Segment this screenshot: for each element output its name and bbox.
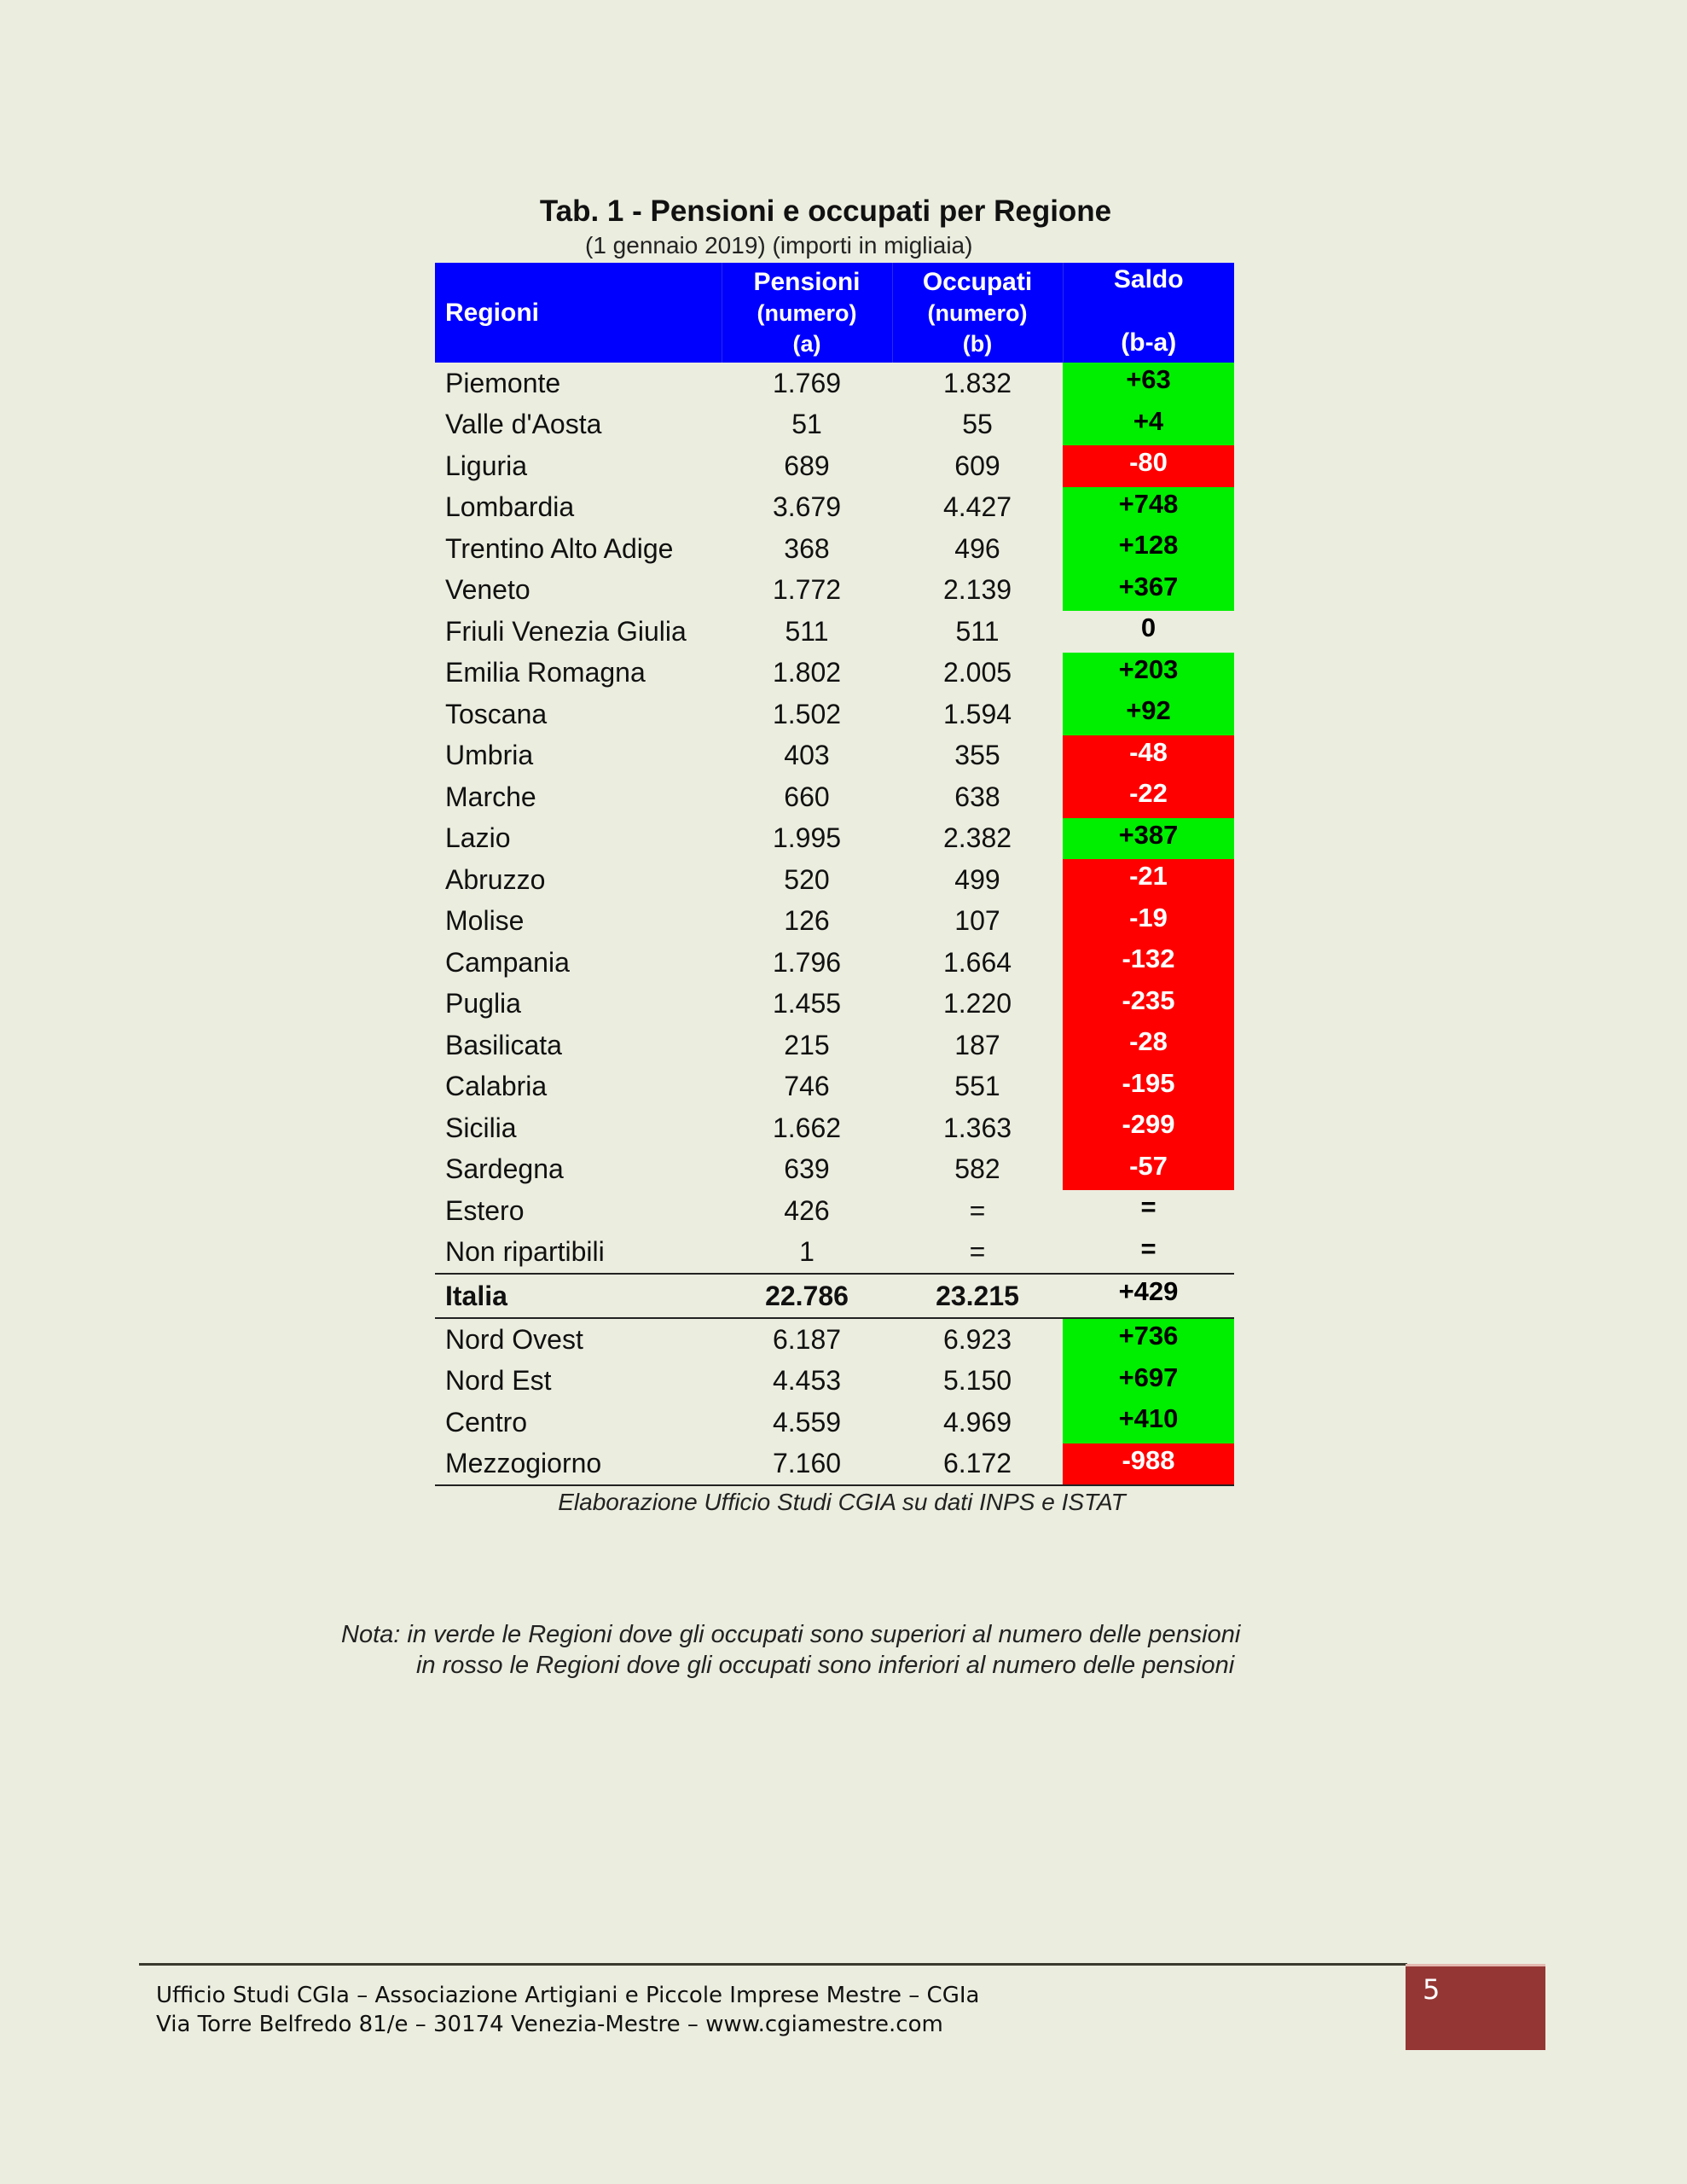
table-row: [435, 1443, 1234, 1486]
balance-cell: -19: [1063, 901, 1234, 943]
note-line-red: in rosso le Regioni dove gli occupati sono inferiori al numero delle pensioni: [416, 1652, 1235, 1679]
header-employed: [892, 263, 1063, 363]
pensions-cell: 215: [784, 1029, 830, 1060]
employed-cell: 187: [954, 1029, 1000, 1060]
table-body: [435, 363, 1234, 1485]
region-cell: Sicilia: [445, 1112, 517, 1143]
employed-cell: 638: [954, 781, 1000, 812]
pensions-cell: 426: [784, 1194, 830, 1226]
pensions-cell: 1.769: [772, 367, 842, 398]
pensions-cell: 1.502: [772, 698, 842, 729]
table-row: [435, 1361, 1234, 1403]
balance-cell: +128: [1063, 528, 1234, 570]
region-cell: Lazio: [445, 822, 511, 854]
employed-cell: 1.220: [942, 988, 1012, 1019]
balance-cell: +748: [1063, 487, 1234, 529]
region-cell: Emilia Romagna: [445, 657, 646, 688]
header-pensions-line1: Pensioni: [753, 267, 861, 296]
table-row: [435, 404, 1234, 446]
table-title-text: Tab. 1 - Pensioni e occupati per Regione: [539, 195, 1112, 228]
balance-cell: +697: [1063, 1361, 1234, 1403]
pensions-cell: 1.802: [772, 657, 842, 688]
pensions-cell: 6.187: [772, 1323, 842, 1355]
employed-cell: 1.664: [942, 946, 1012, 978]
region-cell: Campania: [445, 946, 570, 978]
page-footer: [156, 1981, 979, 2039]
region-cell: Toscana: [445, 698, 548, 729]
header-pensions: [722, 263, 892, 363]
region-cell: Molise: [445, 905, 525, 937]
employed-cell: 55: [962, 409, 993, 440]
region-cell: Trentino Alto Adige: [445, 532, 674, 564]
table-row: [435, 735, 1234, 777]
pensions-cell: 51: [791, 409, 822, 440]
table-row: [435, 363, 1234, 404]
table-row: [435, 1232, 1234, 1275]
balance-cell: -80: [1063, 445, 1234, 487]
employed-cell: 355: [954, 740, 1000, 771]
balance-cell: -28: [1063, 1025, 1234, 1066]
employed-cell: 6.923: [942, 1323, 1012, 1355]
region-cell: Sardegna: [445, 1153, 564, 1185]
pensions-cell: 1.796: [772, 946, 842, 978]
balance-cell: -21: [1063, 859, 1234, 901]
region-cell: Puglia: [445, 988, 521, 1019]
balance-cell: -988: [1063, 1443, 1234, 1486]
pensions-cell: 660: [784, 781, 830, 812]
table-row: [435, 859, 1234, 901]
pensions-cell: 126: [784, 905, 830, 937]
pensions-cell: 22.786: [722, 1274, 892, 1318]
pensions-cell: 520: [784, 863, 830, 895]
balance-cell: -299: [1063, 1107, 1234, 1149]
table-row: [435, 818, 1234, 860]
footer-divider: [139, 1963, 1407, 1966]
pensions-cell: 511: [785, 615, 829, 647]
balance-cell: +203: [1063, 653, 1234, 694]
source-text: Elaborazione Ufficio Studi CGIA su dati INPS e ISTAT: [558, 1489, 1126, 1515]
table-row: [435, 611, 1234, 653]
region-cell: Nord Ovest: [445, 1323, 583, 1355]
source-note: [0, 1489, 1687, 1516]
table-row: [435, 1107, 1234, 1149]
pensions-cell: 746: [784, 1071, 830, 1102]
table-row: [435, 487, 1234, 529]
employed-cell: 107: [954, 905, 1000, 937]
employed-cell: 499: [954, 863, 1000, 895]
balance-cell: +92: [1063, 694, 1234, 735]
balance-cell: +410: [1063, 1402, 1234, 1443]
balance-cell: -48: [1063, 735, 1234, 777]
employed-cell: 2.005: [942, 657, 1012, 688]
table-row: [435, 942, 1234, 984]
pensions-cell: 1.772: [772, 574, 842, 606]
pensions-employment-table: [435, 263, 1234, 1486]
pensions-cell: 689: [784, 450, 830, 481]
header-balance-line1: Saldo: [1113, 265, 1184, 293]
table-row: [435, 984, 1234, 1025]
region-cell: Veneto: [445, 574, 530, 606]
header-pensions-line2: (numero): [757, 299, 857, 326]
table-row: [435, 570, 1234, 612]
employed-cell: 1.363: [942, 1112, 1012, 1143]
header-employed-line3: (b): [962, 330, 993, 357]
footer-organization: Ufficio Studi CGIa – Associazione Artigiani e Piccole Imprese Mestre – CGIa: [156, 1983, 980, 2008]
page-number-box: [1406, 1964, 1545, 2050]
header-employed-line1: Occupati: [922, 267, 1033, 296]
table-row-total: [435, 1274, 1234, 1318]
employed-cell: 4.969: [942, 1406, 1012, 1438]
employed-cell: 6.172: [892, 1443, 1063, 1486]
note-line-green: Nota: in verde le Regioni dove gli occupati sono superiori al numero delle pensioni: [341, 1621, 1241, 1648]
balance-cell: +63: [1063, 363, 1234, 404]
region-cell: Calabria: [445, 1071, 548, 1102]
pensions-cell: 4.453: [772, 1365, 842, 1397]
table-row: [435, 1025, 1234, 1066]
employed-cell: 609: [954, 450, 1000, 481]
employed-cell: 23.215: [892, 1274, 1063, 1318]
region-cell: Basilicata: [445, 1029, 562, 1060]
balance-cell: -195: [1063, 1066, 1234, 1108]
pensions-cell: 4.559: [772, 1406, 842, 1438]
balance-cell: +429: [1063, 1274, 1234, 1318]
balance-cell: +367: [1063, 570, 1234, 612]
pensions-cell: 1.995: [772, 822, 842, 854]
pensions-cell: 403: [784, 740, 830, 771]
table-row: [435, 1190, 1234, 1232]
region-cell: Marche: [445, 781, 536, 812]
table-row: [435, 653, 1234, 694]
balance-cell: =: [1140, 1233, 1157, 1263]
table-row: [435, 694, 1234, 735]
region-cell: Abruzzo: [445, 863, 546, 895]
region-cell: Centro: [445, 1406, 528, 1438]
employed-cell: 1.832: [942, 367, 1012, 398]
employed-cell: =: [969, 1236, 986, 1268]
employed-cell: 5.150: [942, 1365, 1012, 1397]
balance-cell: -57: [1063, 1149, 1234, 1191]
table-subtitle: (1 gennaio 2019) (importi in migliaia): [585, 232, 973, 258]
balance-cell: +4: [1063, 404, 1234, 446]
pensions-cell: 639: [784, 1153, 830, 1185]
region-cell: Mezzogiorno: [435, 1443, 722, 1486]
region-cell: Piemonte: [445, 367, 561, 398]
region-cell: Estero: [445, 1194, 525, 1226]
region-cell: Italia: [435, 1274, 722, 1318]
header-balance-line2: (b-a): [1121, 328, 1177, 357]
employed-cell: 496: [954, 532, 1000, 564]
balance-cell: =: [1140, 1192, 1157, 1222]
table-title: [0, 195, 1687, 229]
pensions-cell: 1.455: [772, 988, 842, 1019]
balance-cell: -235: [1063, 984, 1234, 1025]
pensions-cell: 7.160: [722, 1443, 892, 1486]
employed-cell: 1.594: [942, 698, 1012, 729]
header-pensions-line3: (a): [792, 330, 821, 357]
header-regions: Regioni: [435, 263, 722, 363]
region-cell: Lombardia: [445, 491, 575, 523]
region-cell: Valle d'Aosta: [445, 409, 602, 440]
employed-cell: 4.427: [942, 491, 1012, 523]
pensions-cell: 3.679: [772, 491, 842, 523]
balance-cell: +387: [1063, 818, 1234, 860]
region-cell: Nord Est: [445, 1365, 552, 1397]
employed-cell: 2.139: [942, 574, 1012, 606]
page-number: 5: [1423, 1973, 1441, 2006]
table-row: [435, 776, 1234, 818]
table-row: [435, 445, 1234, 487]
pensions-cell: 1.662: [772, 1112, 842, 1143]
table-row: [435, 1402, 1234, 1443]
region-cell: Liguria: [445, 450, 528, 481]
region-cell: Friuli Venezia Giulia: [445, 615, 687, 647]
employed-cell: 2.382: [942, 822, 1012, 854]
table-row: [435, 528, 1234, 570]
header-employed-line2: (numero): [927, 299, 1028, 326]
balance-cell: +736: [1063, 1318, 1234, 1361]
table-row: [435, 1066, 1234, 1108]
employed-cell: =: [969, 1194, 986, 1226]
region-cell: Non ripartibili: [445, 1236, 605, 1268]
employed-cell: 511: [955, 615, 1000, 647]
employed-cell: 582: [954, 1153, 1000, 1185]
table-row: [435, 1149, 1234, 1191]
region-cell: Umbria: [445, 740, 534, 771]
balance-cell: -132: [1063, 942, 1234, 984]
balance-cell: -22: [1063, 776, 1234, 818]
balance-cell: 0: [1140, 613, 1157, 642]
header-balance: [1063, 263, 1234, 363]
table-header-row: [435, 263, 1234, 363]
pensions-cell: 368: [784, 532, 830, 564]
pensions-cell: 1: [799, 1236, 815, 1268]
table-row: [435, 901, 1234, 943]
table-row: [435, 1318, 1234, 1361]
footer-address: Via Torre Belfredo 81/e – 30174 Venezia-Mestre – www.cgiamestre.com: [156, 2012, 943, 2037]
employed-cell: 551: [954, 1071, 1000, 1102]
color-legend-note: [341, 1619, 1240, 1681]
